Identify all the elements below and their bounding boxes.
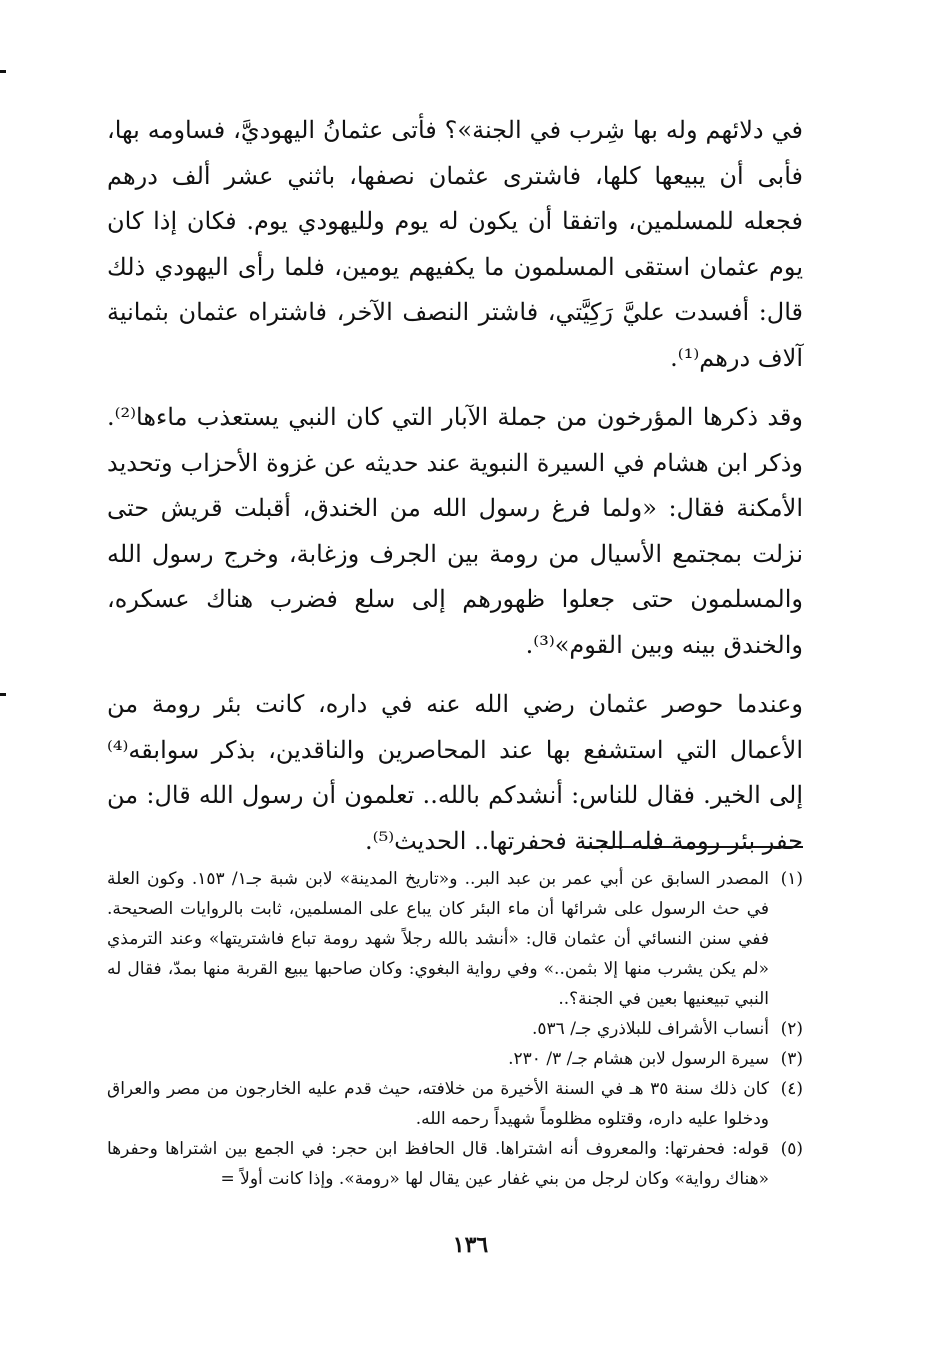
footnote-text: سيرة الرسول لابن هشام جـ/ ٣/ ٢٣٠. bbox=[508, 1049, 769, 1069]
footnote-number: (٤) bbox=[780, 1079, 803, 1099]
footnote-1 bbox=[107, 864, 803, 1014]
footnotes bbox=[107, 864, 803, 1194]
footnote-separator bbox=[585, 846, 803, 848]
footnote-text: أنساب الأشراف للبلاذري جـ/ ٥٣٦. bbox=[531, 1019, 769, 1039]
footnote-number: (٢) bbox=[780, 1019, 803, 1039]
paragraph-1: في دلائهم وله بها شِرب في الجنة»؟ فأتى عثمانُ اليهوديَّ، فساومه بها، فأبى أن يبيعها كلها، فاشترى عثمان نصفها، باثني عشر ألف درهم فجعله للمسلمين، واتفقا أن يكون له يوم ولليهودي يوم. فكان إذا كان يوم عثمان استقى المسلمون ما يكفيهم يومين، فلما رأى اليهودي ذلك قال: أفسدت عليَّ رَكِيَّتي، فاشتر النصف الآخر، فاشتراه عثمان بثمانية آلاف درهم⁽¹⁾. bbox=[107, 116, 803, 372]
main-text bbox=[107, 108, 803, 864]
footnote-2 bbox=[107, 1014, 803, 1044]
margin-mark-top bbox=[0, 70, 6, 73]
margin-mark-middle bbox=[0, 693, 6, 696]
footnote-number: (٣) bbox=[780, 1049, 803, 1069]
footnote-number: (٥) bbox=[780, 1139, 803, 1159]
footnote-text: قوله: فحفرتها: والمعروف أنه اشتراها. قال الحافظ ابن حجر: في الجمع بين اشتراها وحفرها «هناك رواية» وكان لرجل من بني غفار عين يقال لها «رومة». وإذا كانت أولاً = bbox=[107, 1139, 769, 1189]
footnote-4 bbox=[107, 1074, 803, 1134]
paragraph-3: وعندما حوصر عثمان رضي الله عنه في داره، كانت بئر رومة من الأعمال التي استشفع بها عند المحاصرين والناقدين، بذكر سوابقه⁽⁴⁾ إلى الخير. فقال للناس: أنشدكم بالله.. تعلمون أن رسول الله قال: من حفر بئر رومة فله الجنة فحفرتها.. الحديث⁽⁵⁾. bbox=[107, 690, 803, 855]
footnote-text: المصدر السابق عن أبي عمر بن عبد البر.. و«تاريخ المدينة» لابن شبة جـ١/ ١٥٣. وكون العلة في حث الرسول على شرائها أن ماء البئر كان يباع على المسلمين، ثابت بالروايات الصحيحة. ففي سنن النسائي أن عثمان قال: «أنشد بالله رجلاً شهد رومة تباع فاشتريتها» وعند الترمذي «لم يكن يشرب منها إلا بثمن..» وفي رواية البغوي: وكان صاحبها يبيع القربة منها بمدّ، فقال له النبي تبيعنيها بعين في الجنة؟.. bbox=[107, 869, 769, 1009]
footnote-number: (١) bbox=[780, 869, 803, 889]
footnote-3 bbox=[107, 1044, 803, 1074]
page-number: ١٣٦ bbox=[452, 1232, 489, 1258]
footnote-text: كان ذلك سنة ٣٥ هـ في السنة الأخيرة من خلافته، حيث قدم عليه الخارجون من مصر والعراق ودخلوا عليه داره، وقتلوه مظلوماً شهيداً رحمه الله. bbox=[107, 1079, 769, 1129]
footnote-5 bbox=[107, 1134, 803, 1194]
paragraph-2: وقد ذكرها المؤرخون من جملة الآبار التي كان النبي يستعذب ماءها⁽²⁾. وذكر ابن هشام في السيرة النبوية عند حديثه عن غزوة الأحزاب وتحديد الأمكنة فقال: «ولما فرغ رسول الله من الخندق، أقبلت قريش حتى نزلت بمجتمع الأسيال من رومة بين الجرف وزغابة، وخرج رسول الله والمسلمون حتى جعلوا ظهورهم إلى سلع فضرب هناك عسكره، والخندق بينه وبين القوم»⁽³⁾. bbox=[107, 403, 803, 659]
